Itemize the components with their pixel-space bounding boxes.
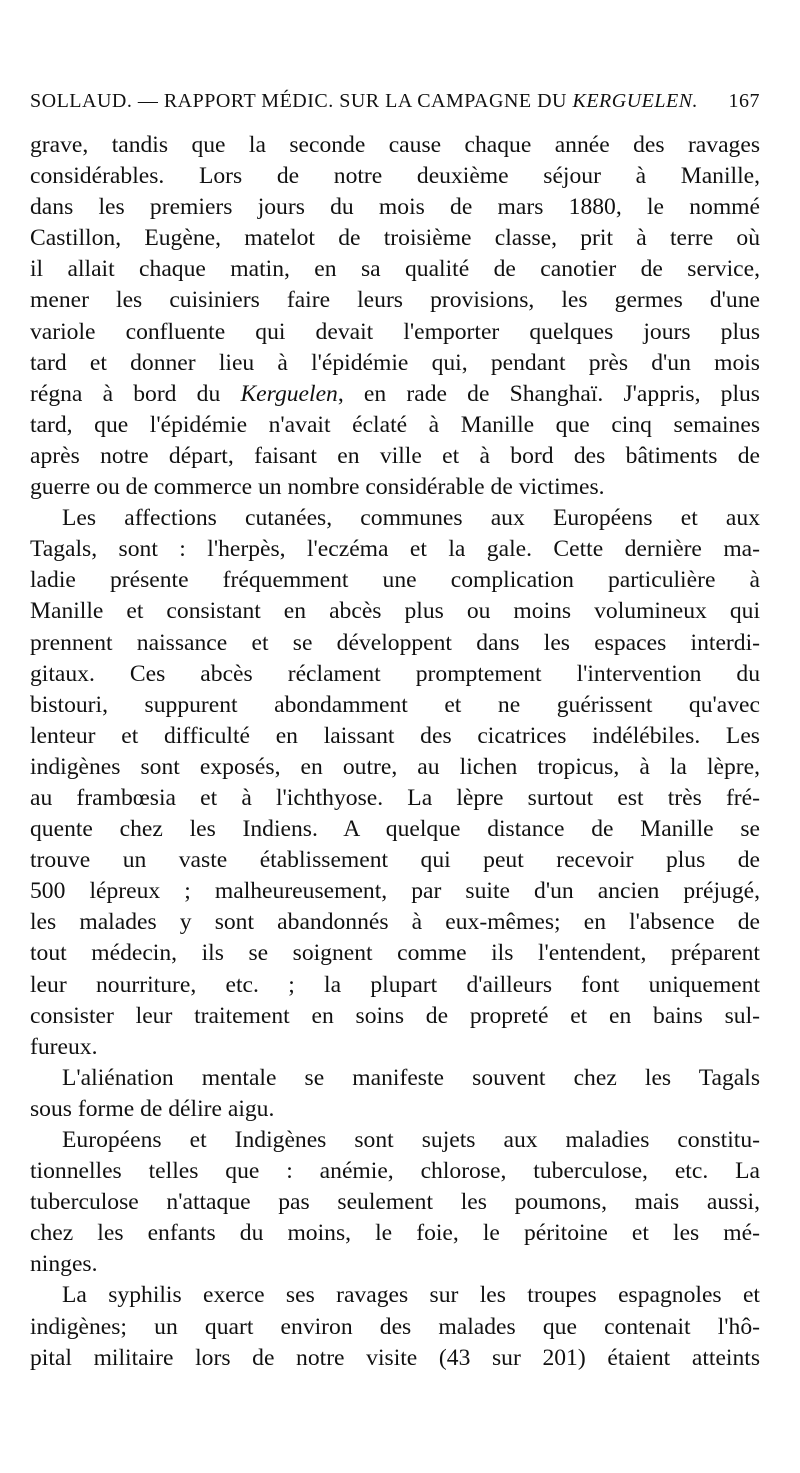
text-line: mener les cuisiniers faire leurs provisions, les germes d'une bbox=[30, 287, 760, 314]
text-line: bistouri, suppurent abondamment et ne guérissent qu'avec bbox=[30, 691, 760, 718]
paragraph bbox=[30, 1063, 760, 1125]
text-line: ninges. bbox=[30, 1251, 98, 1278]
text-line: gitaux. Ces abcès réclament promptement l'intervention du bbox=[30, 660, 760, 687]
text-segment: , en rade de Shanghaï. J'appris, plus bbox=[337, 380, 760, 407]
text-line: sous forme de délire aigu. bbox=[30, 1095, 275, 1122]
text-line: consister leur traitement en soins de propreté et en bains sul- bbox=[30, 1002, 760, 1029]
text-line: indigènes; un quart environ des malades que contenait l'hô- bbox=[30, 1313, 760, 1340]
text-line: tard, que l'épidémie n'avait éclaté à Manille que cinq semaines bbox=[30, 411, 760, 438]
text-line: fureux. bbox=[30, 1033, 98, 1060]
text-line: 500 lépreux ; malheureusement, par suite d'un ancien préjugé, bbox=[30, 878, 760, 905]
text-line: tout médecin, ils se soignent comme ils l'entendent, préparent bbox=[30, 940, 760, 967]
paragraph bbox=[30, 130, 760, 503]
ship-name-italic: Kerguelen bbox=[240, 380, 338, 407]
text-line: indigènes sont exposés, en outre, au lichen tropicus, à la lèpre, bbox=[30, 753, 760, 780]
text-line: grave, tandis que la seconde cause chaque année des ravages bbox=[30, 132, 760, 158]
text-line: tard et donner lieu à l'épidémie qui, pendant près d'un mois bbox=[30, 349, 760, 376]
text-line: leur nourriture, etc. ; la plupart d'ailleurs font uniquement bbox=[30, 971, 760, 998]
text-line: dans les premiers jours du mois de mars 1880, le nommé bbox=[30, 194, 760, 221]
text-line: au frambœsia et à l'ichthyose. La lèpre surtout est très fré- bbox=[30, 784, 760, 811]
text-line: pital militaire lors de notre visite (43 sur 201) étaient atteints bbox=[30, 1344, 760, 1371]
document-page bbox=[30, 90, 760, 1374]
text-line: après notre départ, faisant en ville et à bord des bâtiments de bbox=[30, 442, 760, 469]
text-line: Castillon, Eugène, matelot de troisième classe, prit à terre où bbox=[30, 225, 760, 252]
text-line: Européens et Indigènes sont sujets aux maladies constitu- bbox=[62, 1127, 760, 1153]
text-line: guerre ou de commerce un nombre considérable de victimes. bbox=[30, 474, 605, 501]
text-line: quente chez les Indiens. A quelque distance de Manille se bbox=[30, 816, 760, 843]
paragraph bbox=[30, 1280, 760, 1373]
text-segment: régna à bord du bbox=[30, 380, 241, 407]
text-line: prennent naissance et se développent dans les espaces interdi- bbox=[30, 629, 760, 656]
text-line: chez les enfants du moins, le foie, le péritoine et les mé- bbox=[30, 1220, 760, 1247]
page-number: 167 bbox=[728, 90, 760, 112]
text-line: trouve un vaste établissement qui peut recevoir plus de bbox=[30, 847, 760, 874]
text-line: La syphilis exerce ses ravages sur les troupes espagnoles et bbox=[62, 1282, 760, 1309]
running-title bbox=[30, 90, 698, 113]
text-line: tuberculose n'attaque pas seulement les poumons, mais aussi, bbox=[30, 1189, 760, 1216]
text-line: il allait chaque matin, en sa qualité de canotier de service, bbox=[30, 256, 760, 283]
text-line bbox=[30, 379, 760, 410]
running-title-ship: KERGUELEN. bbox=[572, 90, 699, 112]
text-line: Manille et consistant en abcès plus ou moins volumineux qui bbox=[30, 598, 760, 625]
paragraph bbox=[30, 1125, 760, 1280]
text-line: ladie présente fréquemment une complication particulière à bbox=[30, 567, 760, 594]
text-line: considérables. Lors de notre deuxième séjour à Manille, bbox=[30, 163, 760, 190]
text-line: lenteur et difficulté en laissant des cicatrices indélébiles. Les bbox=[30, 722, 760, 749]
body-text bbox=[30, 130, 760, 1374]
text-line: les malades y sont abandonnés à eux-mêmes; en l'absence de bbox=[30, 909, 760, 936]
text-line: tionnelles telles que : anémie, chlorose, tuberculose, etc. La bbox=[30, 1158, 760, 1185]
running-header bbox=[30, 90, 760, 130]
paragraph bbox=[30, 503, 760, 1063]
text-line: Les affections cutanées, communes aux Européens et aux bbox=[62, 505, 760, 532]
text-line: variole confluente qui devait l'emporter quelques jours plus bbox=[30, 318, 760, 345]
running-title-prefix: SOLLAUD. — RAPPORT MÉDIC. SUR LA CAMPAGNE DU bbox=[30, 90, 567, 112]
text-line: Tagals, sont : l'herpès, l'eczéma et la gale. Cette dernière ma- bbox=[30, 536, 760, 563]
text-line: L'aliénation mentale se manifeste souvent chez les Tagals bbox=[62, 1064, 760, 1091]
